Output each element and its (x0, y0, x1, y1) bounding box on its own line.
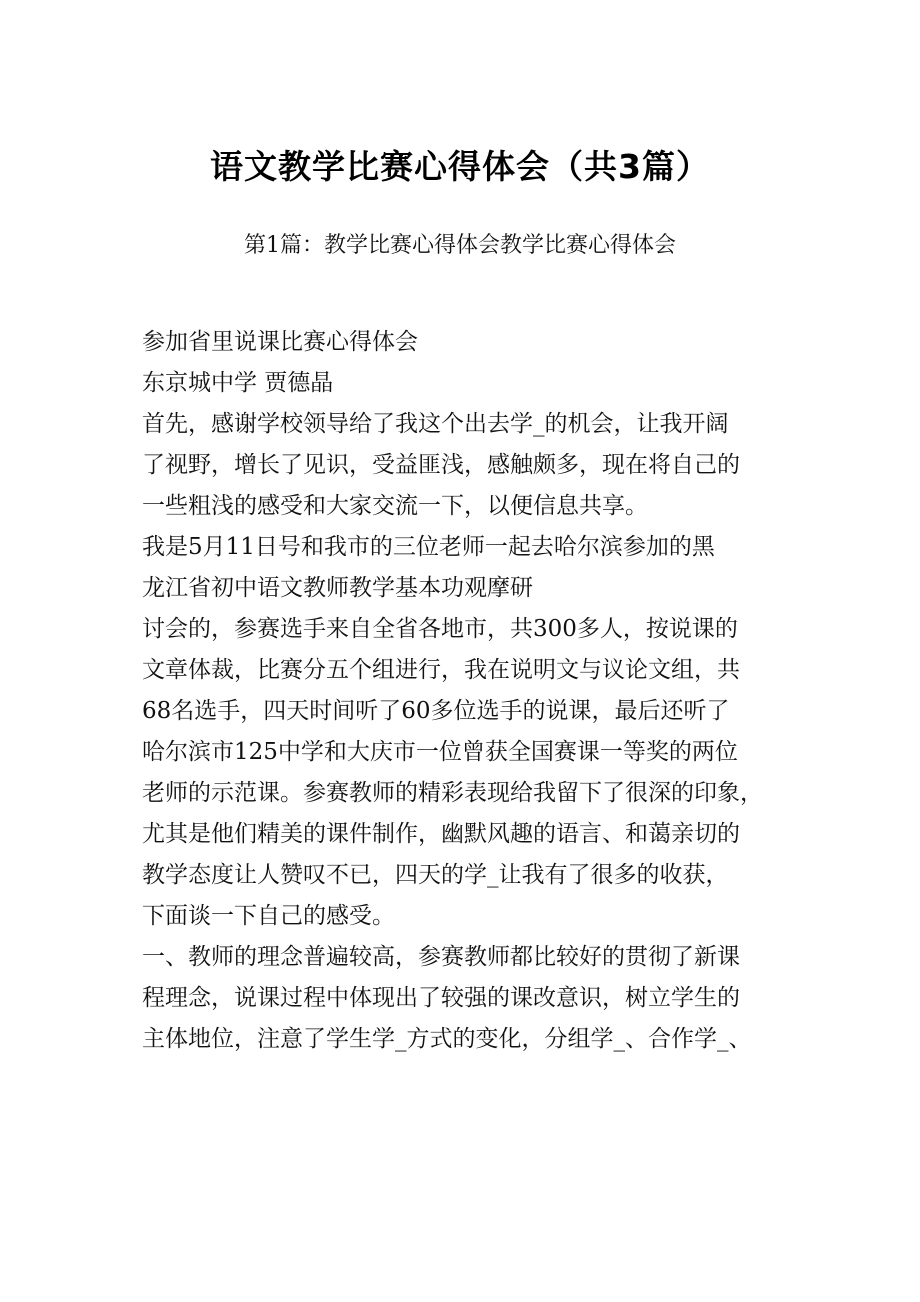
body-line: 主体地位，注意了学生学_方式的变化，分组学_、合作学_、 (142, 1026, 752, 1052)
body-line: 龙江省初中语文教师教学基本功观摩研 (142, 575, 533, 601)
author-line: 东京城中学 贾德晶 (142, 370, 334, 396)
body-line: 一、教师的理念普遍较高，参赛教师都比较好的贯彻了新课 (142, 944, 740, 970)
body-line: 68名选手，四天时间听了60多位选手的说课，最后还听了 (142, 698, 730, 724)
body-line: 老师的示范课。参赛教师的精彩表现给我留下了很深的印象， (142, 780, 763, 806)
document-subtitle: 第1篇：教学比赛心得体会教学比赛心得体会 (244, 233, 676, 258)
body-line: 我是5月11日号和我市的三位老师一起去哈尔滨参加的黑 (142, 534, 715, 560)
body-line: 了视野，增长了见识，受益匪浅，感触颇多，现在将自己的 (142, 452, 740, 478)
document-body (142, 322, 802, 1060)
body-line: 哈尔滨市125中学和大庆市一位曾获全国赛课一等奖的两位 (142, 739, 738, 765)
body-line: 下面谈一下自己的感受。 (142, 903, 395, 929)
body-line: 一些粗浅的感受和大家交流一下，以便信息共享。 (142, 493, 648, 519)
body-line: 讨会的，参赛选手来自全省各地市，共300多人，按说课的 (142, 616, 738, 642)
body-line: 首先，感谢学校领导给了我这个出去学_的机会，让我开阔 (142, 411, 729, 437)
body-line: 教学态度让人赞叹不已，四天的学_让我有了很多的收获， (142, 862, 729, 888)
body-line: 程理念，说课过程中体现出了较强的课改意识，树立学生的 (142, 985, 740, 1011)
document-title: 语文教学比赛心得体会（共3篇） (210, 147, 710, 186)
heading-line: 参加省里说课比赛心得体会 (142, 329, 418, 355)
body-line: 文章体裁，比赛分五个组进行，我在说明文与议论文组，共 (142, 657, 740, 683)
body-line: 尤其是他们精美的课件制作，幽默风趣的语言、和蔼亲切的 (142, 821, 740, 847)
